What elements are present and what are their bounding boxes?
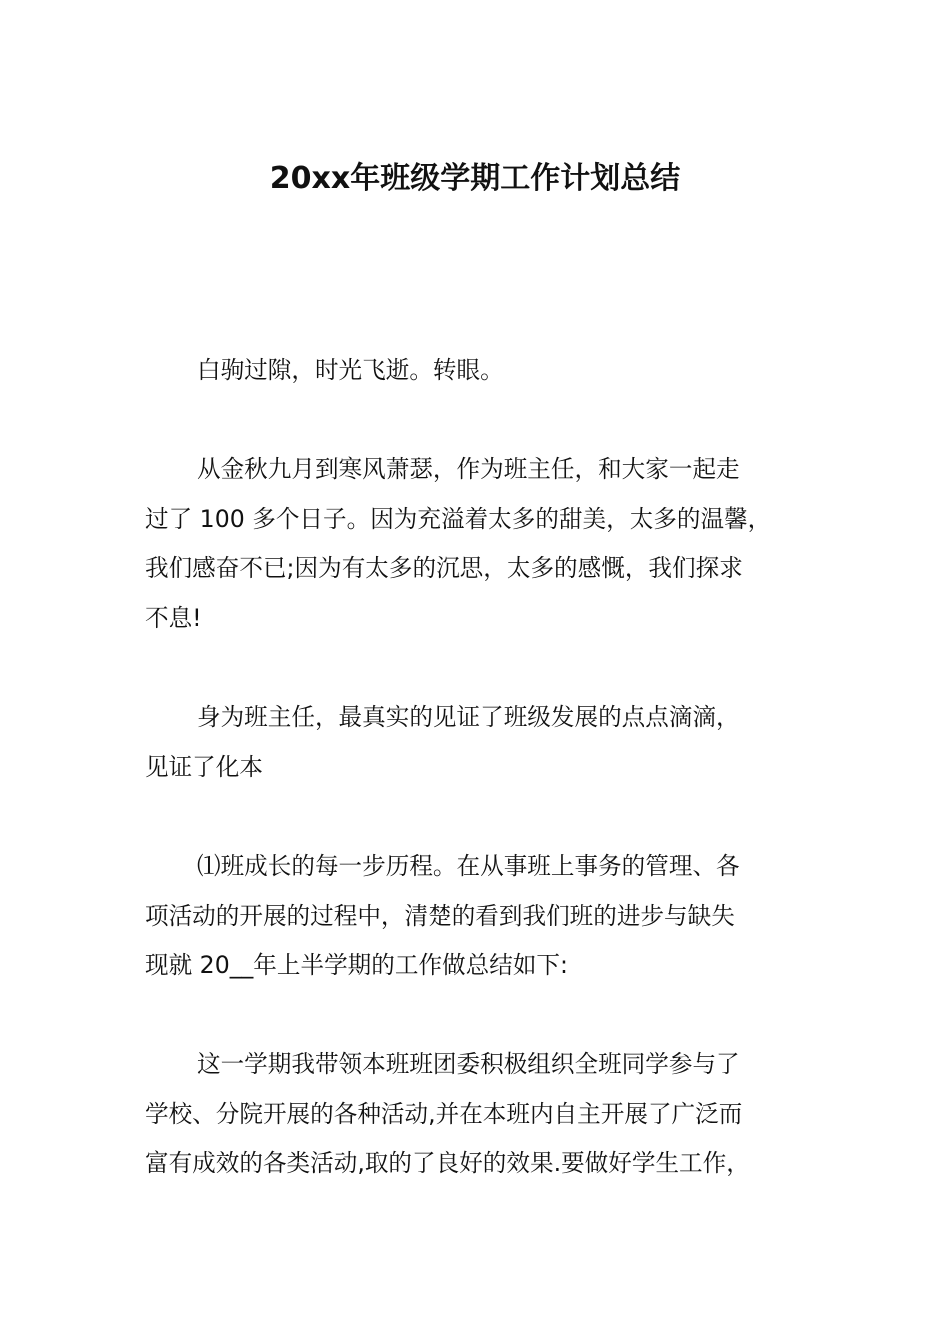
paragraph-line: 过了 100 多个日子。因为充溢着太多的甜美，太多的温馨， (145, 504, 772, 533)
paragraph-line: 学校、分院开展的各种活动,并在本班内自主开展了广泛而 (145, 1099, 743, 1128)
paragraph-line: 富有成效的各类活动,取的了良好的效果.要做好学生工作， (145, 1149, 750, 1177)
document-title: 20xx年班级学期工作计划总结 (269, 161, 681, 196)
paragraph-line: ⑴班成长的每一步历程。在从事班上事务的管理、各 (197, 852, 740, 880)
paragraph-line: 不息! (145, 603, 202, 632)
paragraph-line: 我们感奋不已;因为有太多的沉思，太多的感慨，我们探求 (145, 554, 743, 582)
paragraph-4 (145, 842, 807, 991)
paragraph-line: 从金秋九月到寒风萧瑟，作为班主任，和大家一起走 (197, 455, 740, 483)
paragraph-line: 这一学期我带领本班班团委积极组织全班同学参与了 (197, 1050, 740, 1078)
paragraph-3 (145, 693, 807, 792)
paragraph-line: 白驹过隙，时光飞逝。转眼。 (197, 356, 504, 384)
paragraph-line: 见证了化本 (145, 752, 263, 781)
paragraph-line: 项活动的开展的过程中，清楚的看到我们班的进步与缺失 (145, 901, 735, 930)
paragraph-line: 身为班主任，最真实的见证了班级发展的点点滴滴， (197, 703, 740, 731)
paragraph-2 (145, 445, 807, 643)
paragraph-1 (145, 346, 807, 396)
paragraph-line: 现就 20__年上半学期的工作做总结如下: (145, 951, 568, 979)
paragraph-5 (145, 1040, 807, 1189)
